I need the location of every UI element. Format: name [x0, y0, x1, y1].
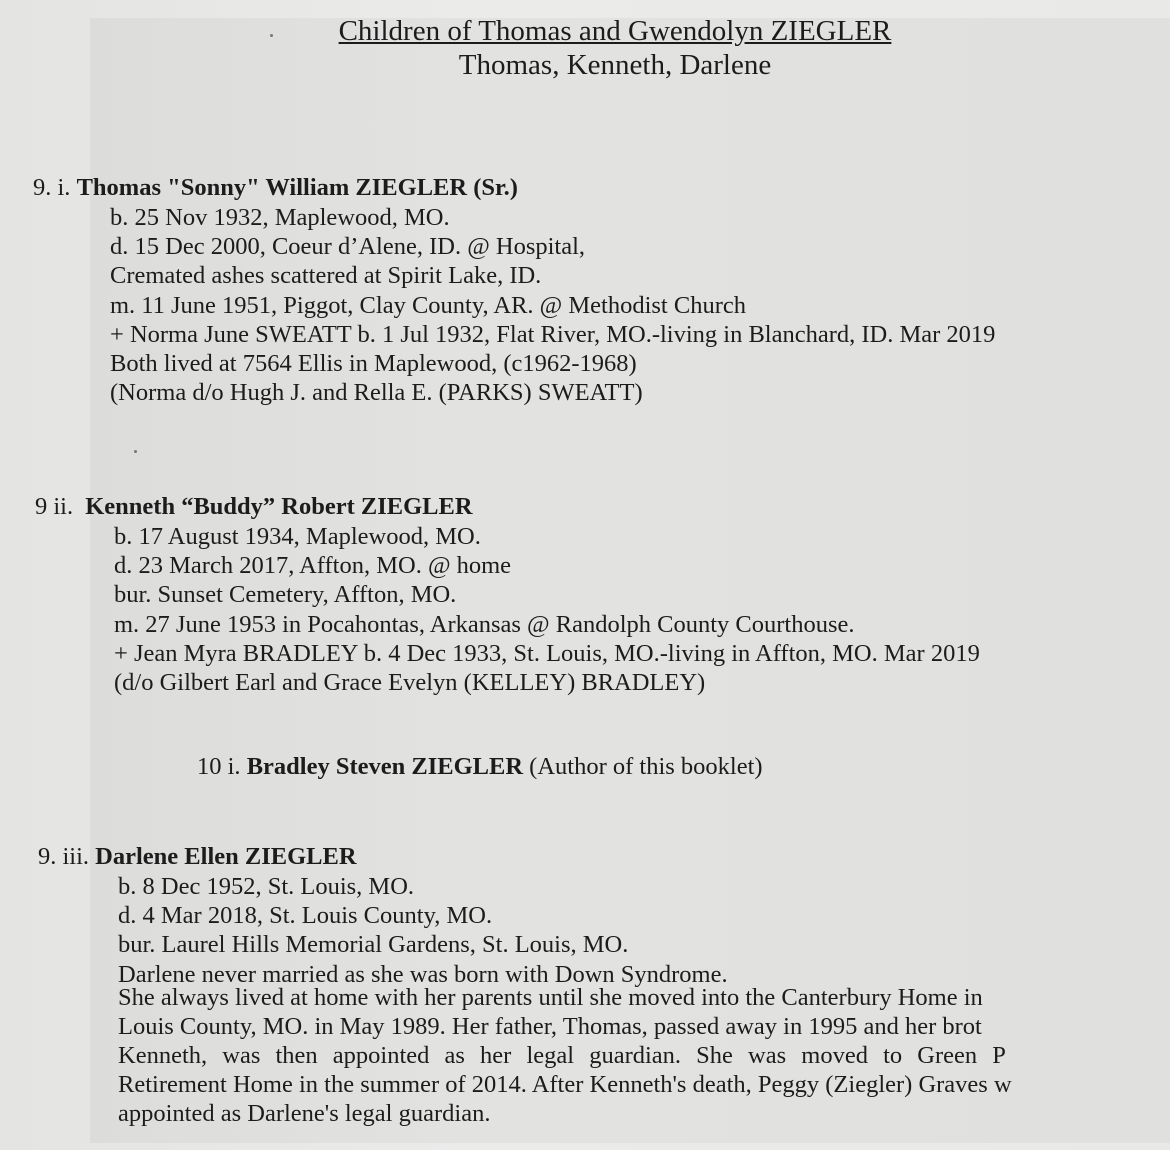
darlene-paragraph: [118, 983, 1170, 1128]
entry-name: Darlene Ellen ZIEGLER: [95, 843, 357, 870]
entry-line: bur. Sunset Cemetery, Affton, MO.: [114, 581, 457, 609]
entry-number: 9. iii.: [38, 843, 90, 870]
entry-line: m. 11 June 1951, Piggot, Clay County, AR. @ Methodist Church: [110, 291, 746, 319]
entry-line: bur. Laurel Hills Memorial Gardens, St. Louis, MO.: [118, 931, 629, 959]
entry-number: 9 ii.: [35, 493, 74, 520]
entry-note: (Author of this booklet): [529, 753, 763, 780]
paragraph-line: appointed as Darlene's legal guardian.: [118, 1100, 491, 1127]
entry-line: Cremated ashes scattered at Spirit Lake, ID.: [110, 262, 542, 290]
entry-number: 10 i.: [197, 753, 241, 780]
speck-mark: [134, 450, 137, 453]
page-header: [0, 14, 1170, 82]
entry-name: Kenneth “Buddy” Robert ZIEGLER: [85, 493, 473, 520]
entry-line: d. 23 March 2017, Affton, MO. @ home: [114, 552, 512, 580]
entry-line: b. 25 Nov 1932, Maplewood, MO.: [110, 204, 450, 231]
paragraph-line: Kenneth, was then appointed as her legal guardian. She was moved to Green P: [118, 1042, 1006, 1069]
page-title: Children of Thomas and Gwendolyn ZIEGLER: [338, 15, 892, 47]
paragraph-line: Louis County, MO. in May 1989. Her father, Thomas, passed away in 1995 and her brot: [118, 1013, 982, 1040]
entry-line: Both lived at 7564 Ellis in Maplewood, (c1962-1968): [110, 350, 637, 378]
entry-thomas: [33, 173, 995, 407]
entry-bradley: [197, 752, 763, 782]
entry-line: d. 15 Dec 2000, Coeur d’Alene, ID. @ Hospital,: [110, 233, 586, 261]
entry-kenneth: [35, 492, 980, 697]
entry-number: 9. i.: [33, 174, 71, 201]
paragraph-line: Retirement Home in the summer of 2014. After Kenneth's death, Peggy (Ziegler) Graves w: [118, 1071, 1012, 1098]
paragraph-line: She always lived at home with her parents until she moved into the Canterbury Home in: [118, 984, 983, 1011]
entry-line: m. 27 June 1953 in Pocahontas, Arkansas @ Randolph County Courthouse.: [114, 610, 855, 638]
entry-name: Bradley Steven ZIEGLER: [246, 753, 524, 780]
entry-heading: [33, 173, 995, 203]
entry-line: + Norma June SWEATT b. 1 Jul 1932, Flat River, MO.-living in Blanchard, ID. Mar 2019: [110, 320, 996, 348]
page-subtitle: Thomas, Kenneth, Darlene: [458, 49, 772, 81]
entry-darlene: [38, 842, 728, 989]
entry-line: b. 8 Dec 1952, St. Louis, MO.: [118, 873, 415, 900]
entry-line: Darlene never married as she was born with Down Syndrome.: [118, 960, 728, 988]
entry-heading: [35, 492, 980, 522]
entry-line: (Norma d/o Hugh J. and Rella E. (PARKS) SWEATT): [110, 379, 643, 407]
entry-line: b. 17 August 1934, Maplewood, MO.: [114, 523, 481, 550]
entry-heading: [38, 842, 728, 872]
entry-line: (d/o Gilbert Earl and Grace Evelyn (KELLEY) BRADLEY): [114, 669, 706, 697]
entry-line: d. 4 Mar 2018, St. Louis County, MO.: [118, 902, 493, 930]
entry-name: Thomas "Sonny" William ZIEGLER (Sr.): [76, 174, 518, 201]
entry-line: + Jean Myra BRADLEY b. 4 Dec 1933, St. Louis, MO.-living in Affton, MO. Mar 2019: [114, 639, 980, 667]
